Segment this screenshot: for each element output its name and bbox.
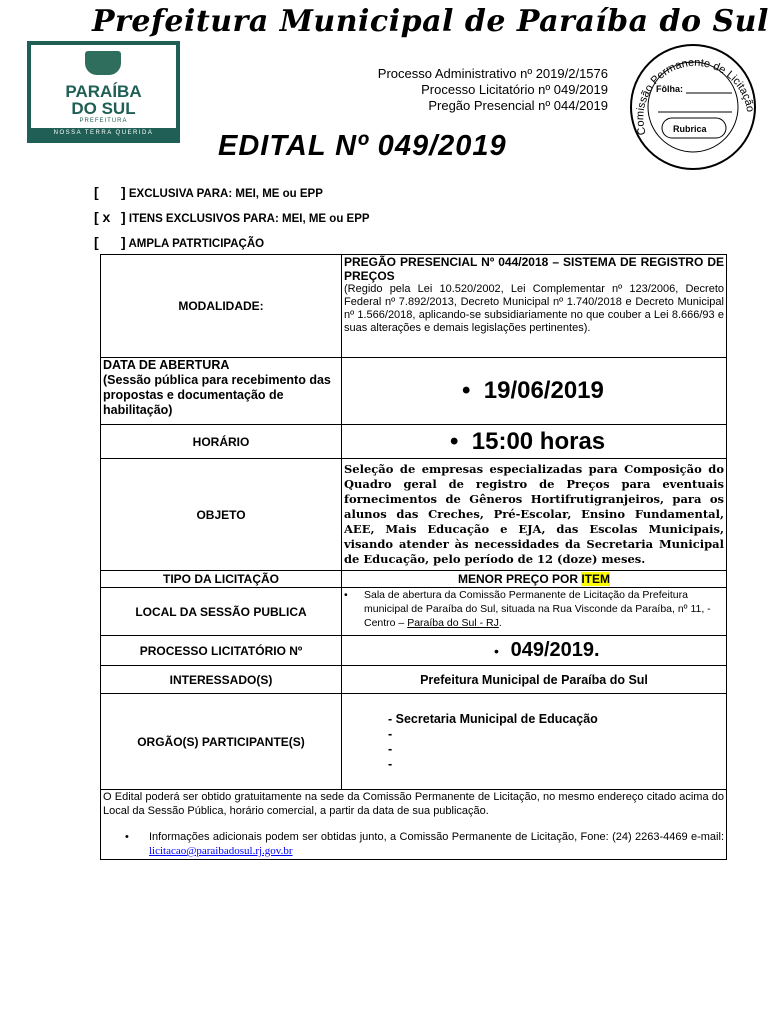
row-abertura: DATA DE ABERTURA (Sessão pública para recebimento das propostas e documentação de habilitação) • 19/06/2019 [101,358,727,425]
checkbox-exclusiva[interactable]: [ ] EXCLUSIVA PARA: MEI, ME ou EPP [94,184,323,200]
row-orgao [101,694,727,790]
checkbox-ampla[interactable]: [ ] AMPLA PATRTICIPAÇÃO [94,234,265,250]
row-footer: O Edital poderá ser obtido gratuitamente na sede da Comissão Permanente de Licitação, no mesmo endereço citado acima do Local da Sessão Pública, horário comercial, a partir da data de sua publicação. • Informações adicionais podem ser obtidas junto, a Comissão Permanente de Licitação, Fone: (24) 2263-4469 e-mail: licitacao@paraibadosul.rj.gov.br [101,790,727,860]
info-text: Informações adicionais podem ser obtidas junto, a Comissão Permanente de Licitação, Fone: (24) 2263-4469 e-mail: [149,831,724,843]
orgao-label: ORGÃO(S) PARTICIPANTE(S) [101,694,342,790]
interessado-value: Prefeitura Municipal de Paraíba do Sul [342,666,727,694]
row-local: LOCAL DA SESSÃO PUBLICA • Sala de abertura da Comissão Permanente de Licitação da Prefeitura municipal de Paraíba do Sul, situada na Rua Visconde da Paraíba, nº 11, - Centro – Paraíba do Sul - RJ. [101,588,727,636]
tipo-highlight: ITEM [581,572,611,586]
svg-text:Comissão Permanente de Licitaç: Comissão Permanente de Licitação [634,56,757,137]
local-label: LOCAL DA SESSÃO PUBLICA [101,588,342,636]
objeto-value: Seleção de empresas especializadas para Composição do Quadro geral de registro de Preços para eventuais fornecimentos de Gêneros Hortifrutigranjeiros, para os alunos das Creches, Pré-Escolar, Ensino Fundamental, AEE, Mais Educação e EJA, das Escolas Municipais, visando atender às necessidades da Secretaria Municipal de Educação, pelo período de 12 (doze) meses. [342,459,727,571]
edital-summary-table [100,254,727,860]
email-link[interactable]: licitacao@paraibadosul.rj.gov.br [149,845,293,857]
row-objeto [101,459,727,571]
prefeitura-script-title: Prefeitura Municipal de Paraíba do Sul [92,4,769,39]
footer-text: O Edital poderá ser obtido gratuitamente na sede da Comissão Permanente de Licitação, no mesmo endereço citado acima do Local da Sessão Pública, horário comercial, a partir da data de sua publicação. [103,791,724,817]
process-numbers: Processo Administrativo nº 2019/2/1576 Processo Licitatório nº 049/2019 Pregão Presencial nº 044/2019 [377,66,608,113]
local-link[interactable]: Paraíba do Sul - RJ [407,617,499,629]
horario-label: HORÁRIO [101,425,342,459]
modalidade-title: PREGÃO PRESENCIAL Nº 044/2018 – SISTEMA DE REGISTRO DE PREÇOS [344,255,724,283]
row-processo: PROCESSO LICITATÓRIO Nº • 049/2019. [101,636,727,666]
svg-text:Fôlha:: Fôlha: [656,84,683,94]
row-modalidade [101,255,727,358]
interessado-label: INTERESSADO(S) [101,666,342,694]
abertura-sub: (Sessão pública para recebimento das propostas e documentação de habilitação) [103,373,331,417]
modalidade-desc: (Regido pela Lei 10.520/2002, Lei Complementar nº 123/2006, Decreto Federal nº 7.892/2013, Decreto Municipal nº 1.740/2018 e Decreto Municipal nº 1.566/2018, aplicando-se subsidiariamente no que couber a Lei 8.666/93 e suas alterações e demais legislações pertinentes). [344,283,724,334]
abertura-date: 19/06/2019 [483,377,604,404]
row-interessado [101,666,727,694]
horario-value: 15:00 horas [471,427,606,455]
edital-title: EDITAL Nº 049/2019 [218,130,507,162]
abertura-label: DATA DE ABERTURA [103,358,230,372]
checkbox-itens-exclusivos[interactable]: [ x ] ITENS EXCLUSIVOS PARA: MEI, ME ou EPP [94,209,370,225]
comissao-stamp [628,42,758,172]
svg-text:Rubrica: Rubrica [673,124,707,134]
row-horario: HORÁRIO • 15:00 horas [101,425,727,459]
tipo-label: TIPO DA LICITAÇÃO [101,571,342,588]
objeto-label: OBJETO [101,459,342,571]
prefeitura-logo: PARAÍBA DO SUL PREFEITURA NOSSA TERRA QUERIDA [27,41,180,143]
processo-label: PROCESSO LICITATÓRIO Nº [101,636,342,666]
local-value: Sala de abertura da Comissão Permanente de Licitação da Prefeitura municipal de Paraíba do Sul, situada na Rua Visconde da Paraíba, nº 11, - Centro – [364,589,711,629]
crest-icon [85,51,121,75]
processo-value: 049/2019. [510,639,600,661]
tipo-value: MENOR PREÇO POR [457,572,578,586]
modalidade-label: MODALIDADE: [101,255,342,358]
row-tipo [101,571,727,588]
orgao-list: - Secretaria Municipal de Educação - - - [342,694,727,790]
